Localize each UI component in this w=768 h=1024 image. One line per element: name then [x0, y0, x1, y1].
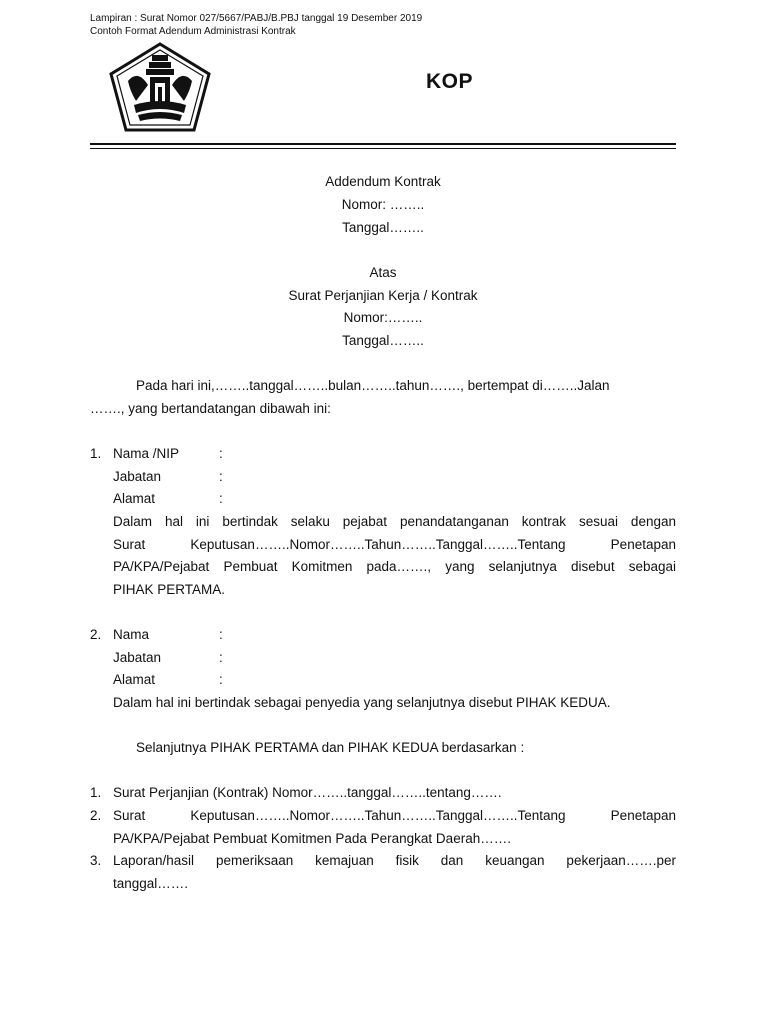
- party2-number: 2.: [90, 627, 102, 642]
- party1-desc-line-3: PA/KPA/Pejabat Pembuat Komitmen pada……., yang selanjutnya disebut sebagai: [113, 559, 676, 574]
- party1-jabatan-label: Jabatan: [113, 469, 162, 484]
- party1-desc-line-2: Surat Keputusan……..Nomor……..Tahun……..Tanggal……..Tentang Penetapan: [113, 537, 676, 552]
- party1-number: 1.: [90, 446, 102, 461]
- party2-nama-label: Nama: [113, 627, 150, 642]
- format-note: Contoh Format Adendum Administrasi Kontrak: [90, 26, 296, 37]
- contract-title: Surat Perjanjian Kerja / Kontrak: [288, 288, 478, 303]
- party2-nama-colon: :: [219, 627, 223, 642]
- party1-nama-label: Nama /NIP: [113, 446, 180, 461]
- basis-intro: Selanjutnya PIHAK PERTAMA dan PIHAK KEDUA berdasarkan :: [136, 740, 525, 755]
- header-rule-thin: [90, 148, 676, 149]
- basis-3-line-2: tanggal…….: [113, 876, 189, 891]
- doc-number: Nomor: ……..: [341, 197, 425, 212]
- basis-3-number: 3.: [90, 853, 102, 868]
- opening-line-1: Pada hari ini,……..tanggal……..bulan……..tahun……., bertempat di……..Jalan: [136, 378, 610, 393]
- basis-1-number: 1.: [90, 785, 102, 800]
- basis-2-line-1: Surat Keputusan……..Nomor……..Tahun……..Tanggal……..Tentang Penetapan: [113, 808, 676, 823]
- basis-2-number: 2.: [90, 808, 102, 823]
- kop-title: KOP: [426, 70, 474, 93]
- basis-1-line-1: Surat Perjanjian (Kontrak) Nomor……..tanggal……..tentang…….: [113, 785, 502, 800]
- party1-desc-line-4: PIHAK PERTAMA.: [113, 582, 226, 597]
- atas-label: Atas: [369, 265, 397, 280]
- basis-3-line-1: Laporan/hasil pemeriksaan kemajuan fisik dan keuangan pekerjaan…….per: [113, 853, 676, 868]
- basis-2-line-2: PA/KPA/Pejabat Pembuat Komitmen Pada Perangkat Daerah…….: [113, 831, 511, 846]
- doc-date: Tanggal……..: [342, 220, 424, 235]
- opening-line-2: ……., yang bertandatangan dibawah ini:: [90, 401, 331, 416]
- doc-title: Addendum Kontrak: [325, 174, 441, 189]
- contract-number: Nomor:……..: [343, 310, 423, 325]
- party2-jabatan-label: Jabatan: [113, 650, 162, 665]
- party2-alamat-label: Alamat: [113, 672, 156, 687]
- party1-alamat-colon: :: [219, 491, 223, 506]
- party1-nama-colon: :: [219, 446, 223, 461]
- attachment-note: Lampiran : Surat Nomor 027/5667/PABJ/B.PBJ tanggal 19 Desember 2019: [90, 13, 423, 24]
- party1-jabatan-colon: :: [219, 469, 223, 484]
- party2-jabatan-colon: :: [219, 650, 223, 665]
- emblem-logo: [108, 41, 212, 133]
- party1-alamat-label: Alamat: [113, 491, 156, 506]
- party1-desc-line-1: Dalam hal ini bertindak selaku pejabat penandatanganan kontrak sesuai dengan: [113, 514, 676, 529]
- party2-alamat-colon: :: [219, 672, 223, 687]
- party2-desc: Dalam hal ini bertindak sebagai penyedia yang selanjutnya disebut PIHAK KEDUA.: [113, 695, 611, 710]
- contract-date: Tanggal……..: [342, 333, 424, 348]
- header-rule-thick: [90, 143, 676, 145]
